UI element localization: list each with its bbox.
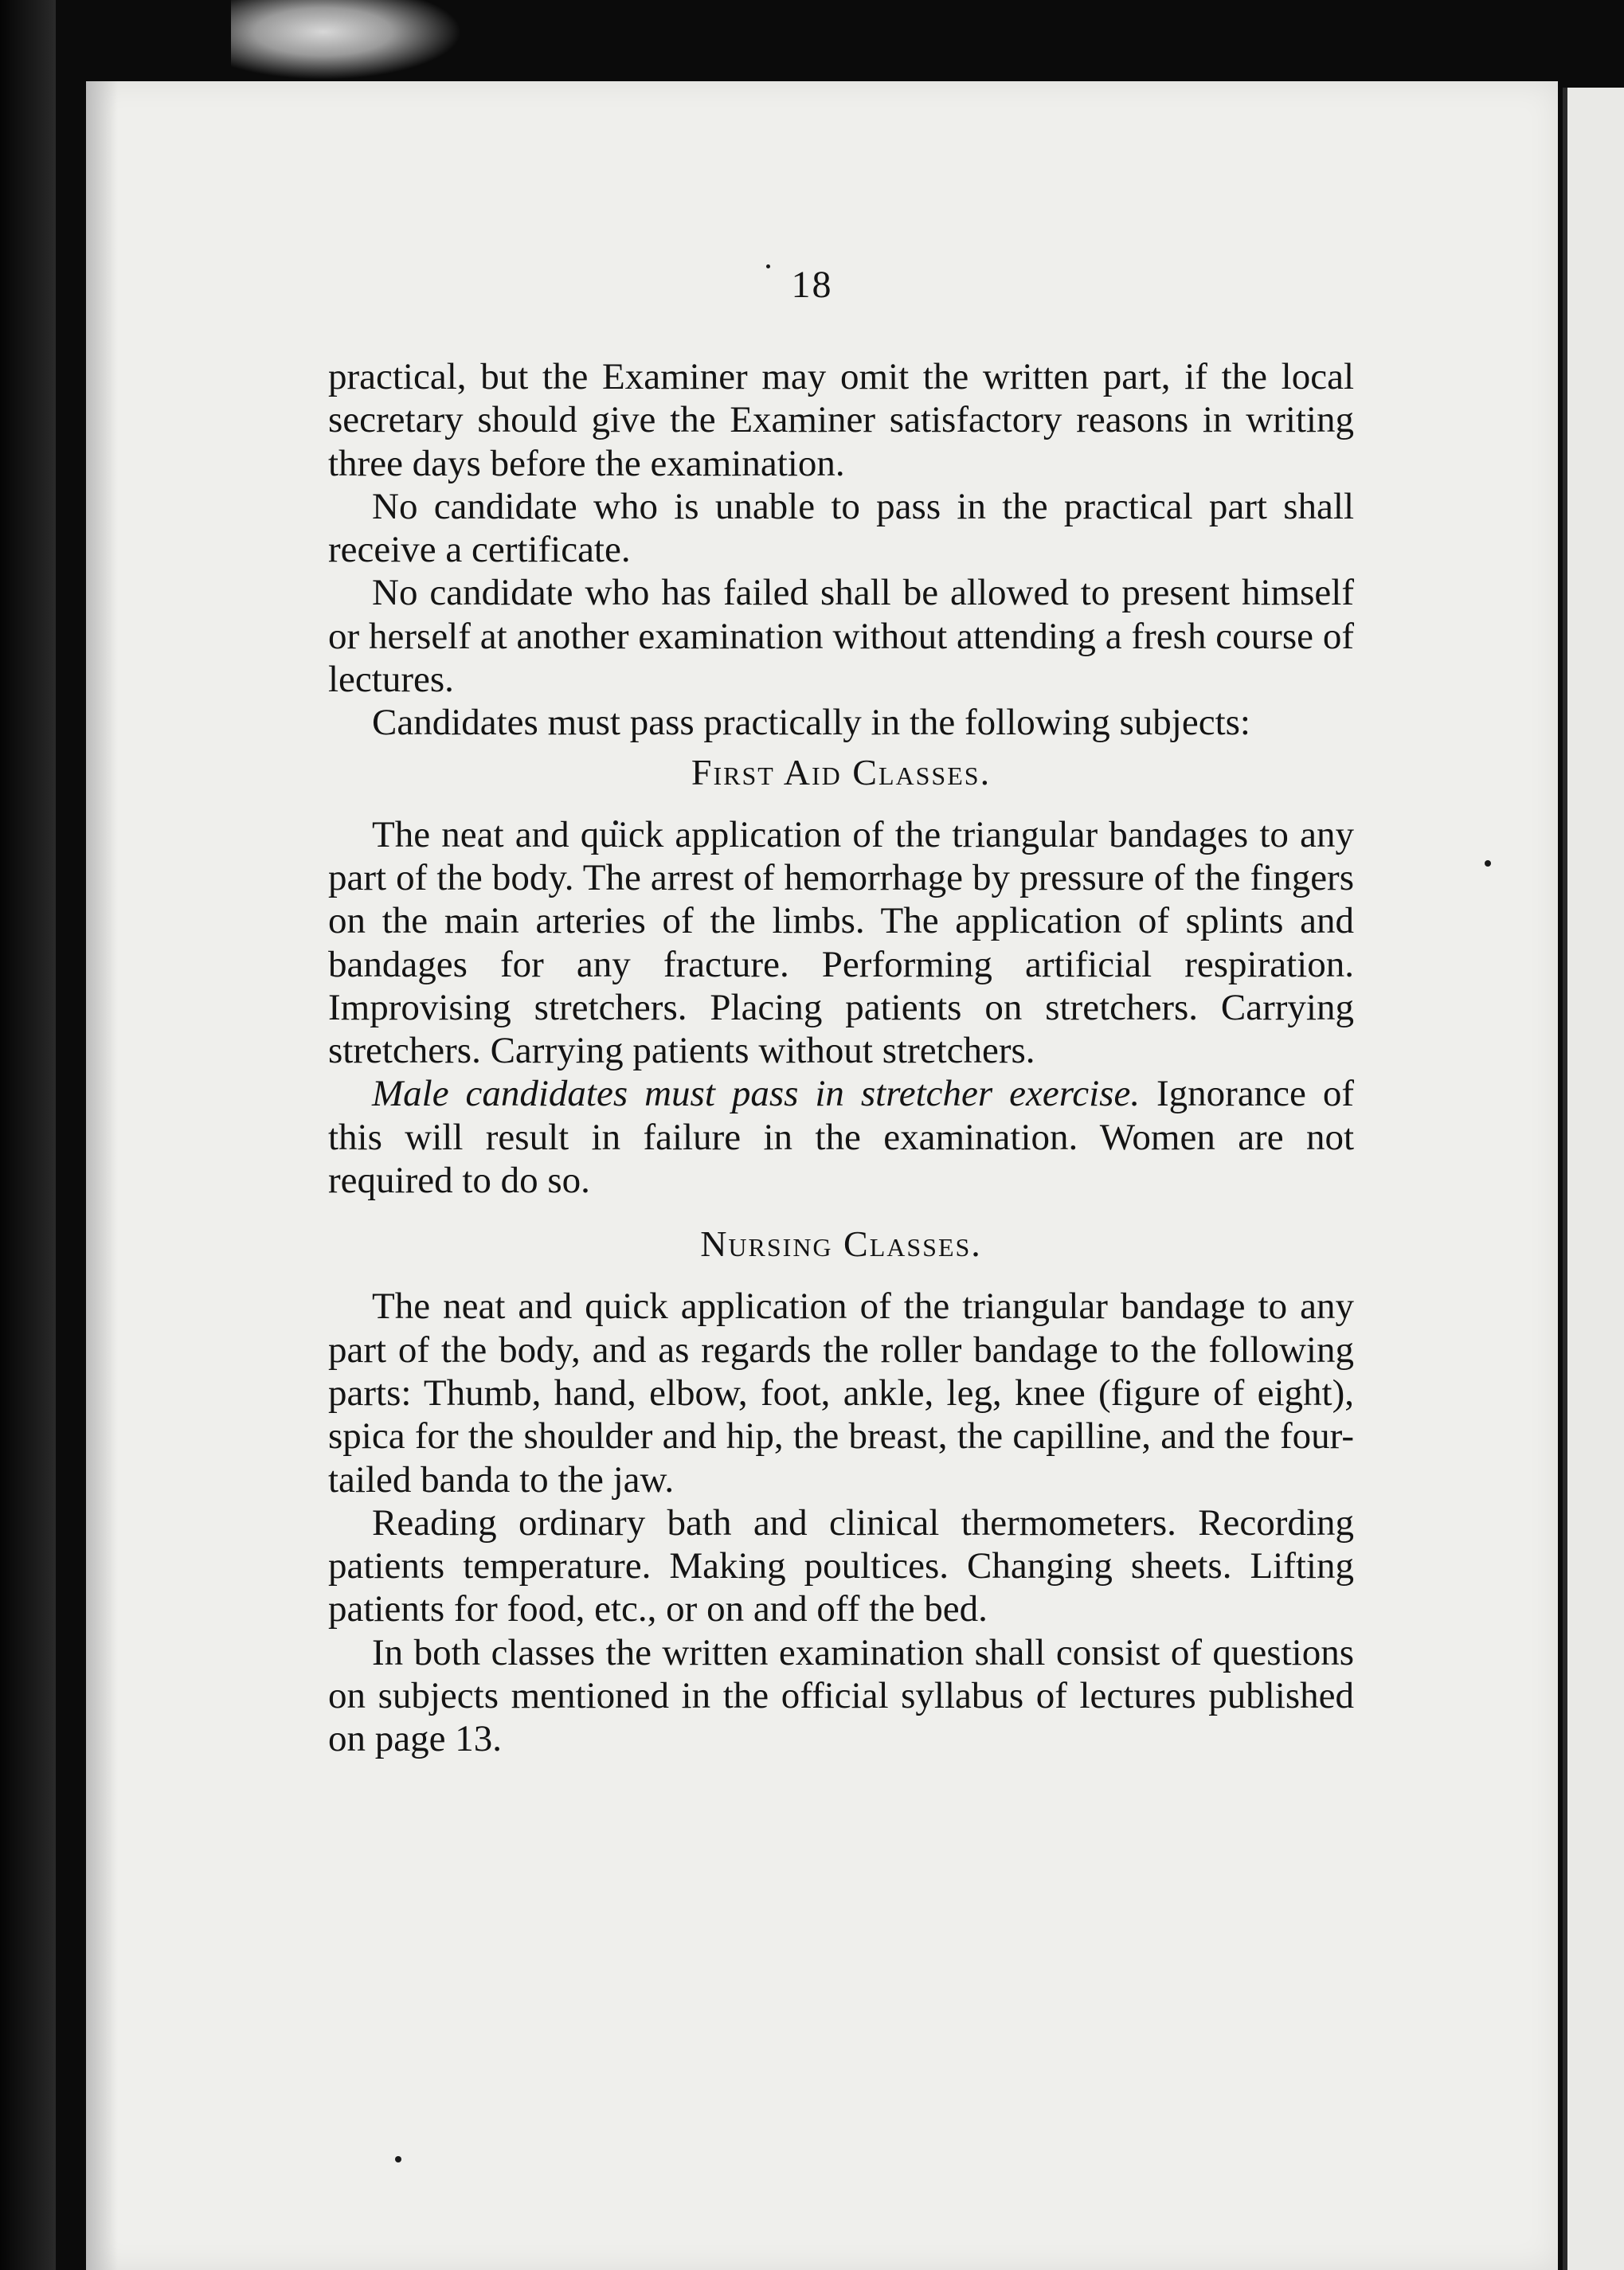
facing-page-edge [1563,88,1624,2270]
heading-first-aid: First Aid Classes. [691,751,992,793]
heading-nursing: Nursing Classes. [700,1223,982,1265]
ink-speck [395,2156,401,2162]
paragraph-first-aid-body: The neat and quick application of the triangular bandages to any part of the body. The arrest of hemorrhage by pressure of the fingers on the main arteries of the limbs. The application of splints and bandages for any fracture. Performing artificial respiration. Improvising stretchers. Placing patients on stretchers. Carrying stretchers. Carrying patients without stretchers. [328,813,1354,1072]
paragraph-continuation: practical, but the Examiner may omit the written part, if the local secretary should give the Examiner satisfactory reasons in writing three days before the examination. [328,356,1354,484]
paragraph-thermometers: Reading ordinary bath and clinical thermometers. Recording patients temperature. Making poultices. Changing sheets. Lifting patients for food, etc., or on and off the bed. [328,1501,1354,1630]
paragraph-nursing-body: The neat and quick application of the triangular bandage to any part of the body, and as regards the roller bandage to the following parts: Thumb, hand, elbow, foot, ankle, leg, knee (figure of eight), spica for the shoulder and hip, the breast, the capilline, and the four-tailed banda to the jaw. [328,1286,1354,1501]
paragraph-male-candidates [328,1072,1354,1202]
page-body [328,355,1354,1761]
ink-speck [1485,860,1491,867]
scan-smudge [231,0,462,80]
paragraph-practical-part: No candidate who is unable to pass in the practical part shall receive a certificate. [328,485,1354,571]
paragraph-practical-subjects: Candidates must pass practically in the following subjects: [372,702,1250,744]
male-candidates-rest: Ignorance of this will result in failure in the examination. Women are not required to do so. [328,1073,1355,1202]
page-gutter-shadow [86,81,118,2270]
paragraph-written-examination: In both classes the written examination shall consist of questions on subjects mentioned in the official syllabus of lectures published on page 13. [328,1631,1354,1760]
scan-left-shadow [0,0,56,2270]
paragraph-failed-candidate: No candidate who has failed shall be allowed to present himself or herself at another examination without attending a fresh course of lectures. [328,572,1354,701]
male-candidates-emphasis: Male candidates must pass in stretcher exercise. [372,1073,1141,1115]
page-number: 18 [791,264,833,306]
